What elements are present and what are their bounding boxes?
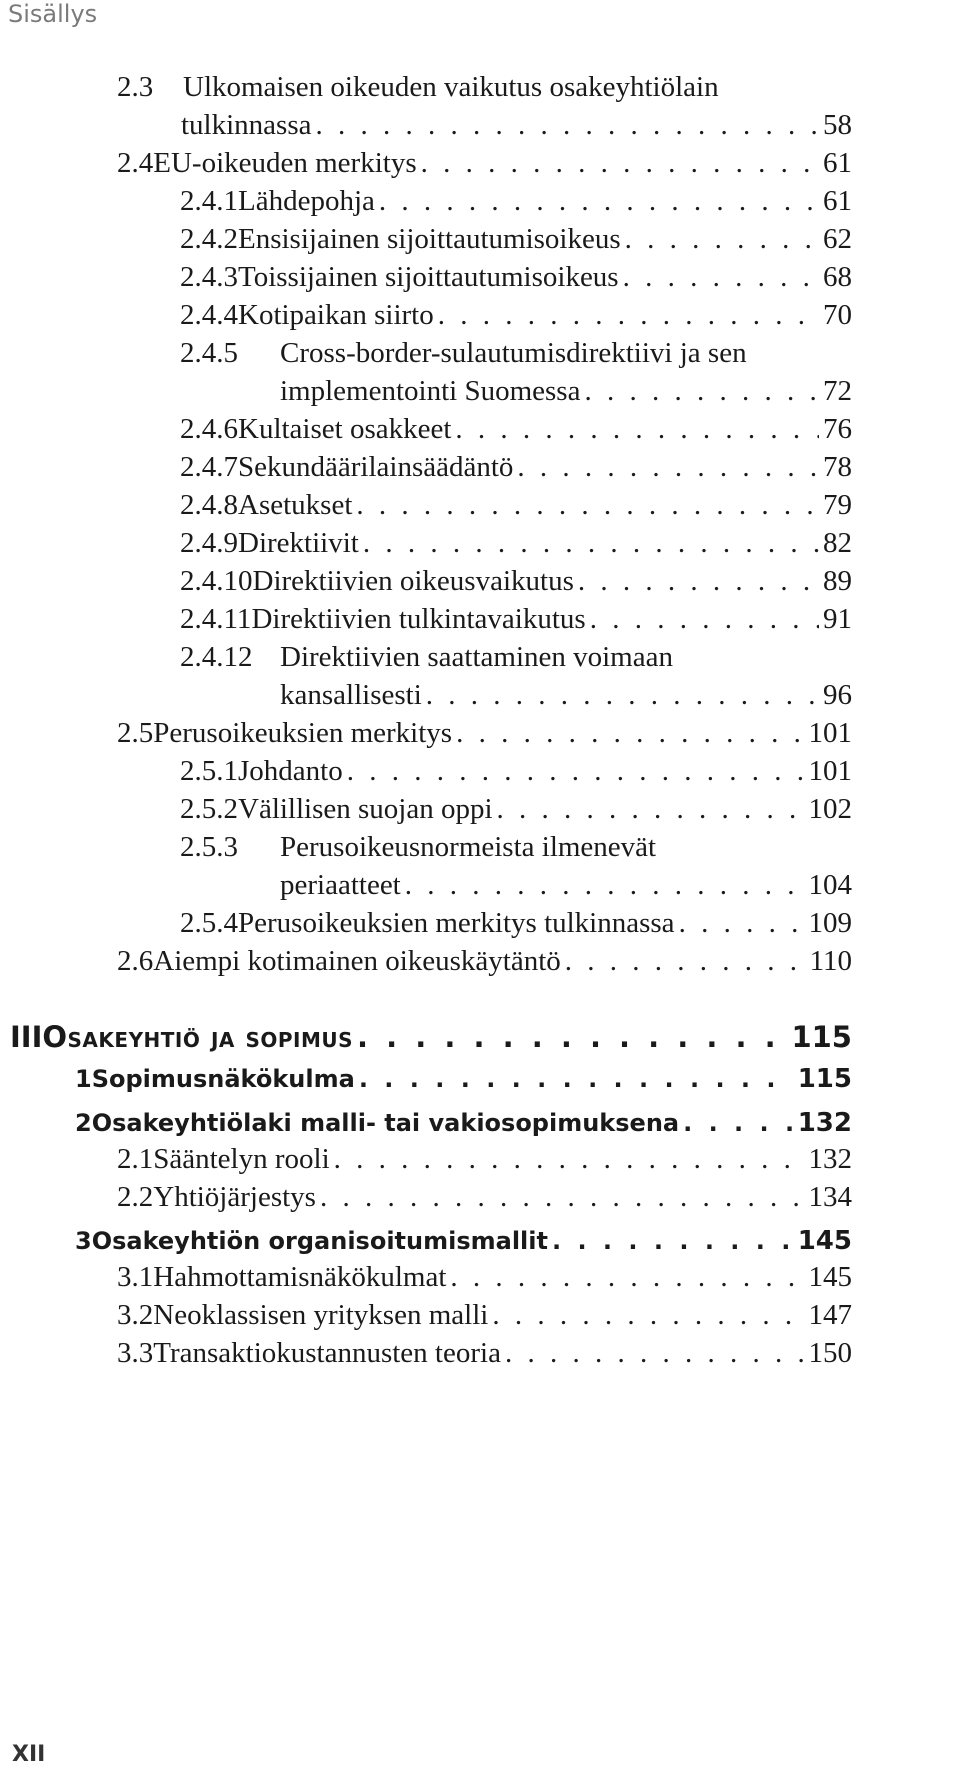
leader-dots [359,1060,794,1098]
leader-dots [623,258,819,296]
toc-entry-3-1 [117,1258,852,1296]
leader-dots [565,942,806,980]
leader-dots [316,106,820,144]
toc-title: Direktiivien tulkintavaikutus [251,603,586,635]
toc-chapter-title: Sopimusnäkökulma [91,1065,355,1093]
toc-chapter-number: 3 [75,1227,92,1255]
toc-number: 2.5.2 [180,793,238,825]
toc-chapter-number: 2 [75,1109,92,1137]
toc-entry-2-6 [117,942,852,980]
toc-title: Perusoikeuksien merkitys tulkinnassa [238,907,675,939]
toc-entry-2-5-3 [180,828,852,866]
toc-entry-2-1 [117,1140,852,1178]
toc-entry-2-4-4 [180,296,852,334]
page-number: XII [12,1742,46,1767]
toc-page: 61 [823,185,852,217]
toc-entry-3-2 [117,1296,852,1334]
toc-entry-2-5 [117,714,852,752]
toc-number: 2.4.9 [180,527,238,559]
toc-number: 2.5.1 [180,755,238,787]
leader-dots [426,676,819,714]
toc-number: 2.4.10 [180,565,253,597]
leader-dots [578,562,819,600]
toc-page: 96 [823,679,852,711]
toc-page: 68 [823,261,852,293]
toc-entry-2-5-1 [180,752,852,790]
toc-page: 109 [808,907,852,939]
toc-number: 2.4.4 [180,299,238,331]
toc-number: 2.5 [117,717,154,749]
leader-dots [438,296,819,334]
toc-number: 2.5.3 [180,831,238,863]
toc-part-iii [10,1018,852,1056]
toc-entry-2-4-10 [180,562,852,600]
toc-entry-2-4-8 [180,486,852,524]
toc-number: 3.1 [117,1261,154,1293]
toc-entry-2-5-4 [180,904,852,942]
leader-dots [492,1296,804,1334]
toc-page: 102 [808,793,852,825]
toc-title: Neoklassisen yrityksen malli [153,1299,489,1331]
leader-dots [363,524,819,562]
toc-part-number: III [10,1020,43,1054]
toc-number: 2.3 [117,71,154,103]
toc-page: 110 [809,945,852,977]
toc-title: Perusoikeusnormeista ilmenevät [280,831,657,863]
toc-page: 132 [808,1143,852,1175]
toc-page: 132 [797,1108,852,1138]
leader-dots [334,1140,805,1178]
leader-dots [455,410,819,448]
leader-dots [421,144,819,182]
toc-number: 2.4.7 [180,451,238,483]
toc-title: tulkinnassa [181,109,312,141]
toc-entry-2-4-9 [180,524,852,562]
leader-dots [450,1258,804,1296]
toc-chapter-title: Osakeyhtiön organisoitumismallit [91,1227,548,1255]
toc-page: 145 [797,1226,852,1256]
leader-dots [405,866,805,904]
toc-title: Asetukset [238,489,353,521]
toc-title: Perusoikeuksien merkitys [153,717,453,749]
toc-page: 89 [823,565,852,597]
toc-entry-continuation [280,372,852,410]
toc-chapter-number: 1 [75,1065,92,1093]
toc-entry-continuation [280,676,852,714]
toc-number: 2.4.1 [180,185,238,217]
toc-entry-2-4 [117,144,852,182]
section-header: Sisällys [8,0,98,28]
toc-title: Aiempi kotimainen oikeuskäytäntö [153,945,561,977]
toc-number: 2.6 [117,945,154,977]
toc-number: 2.4.3 [180,261,238,293]
toc-entry-2-4-3 [180,258,852,296]
toc-title: Johdanto [238,755,343,787]
toc-title: Toissijainen sijoittautumisoikeus [238,261,619,293]
leader-dots [497,790,805,828]
toc-number: 3.2 [117,1299,154,1331]
toc-entry-2-4-7 [180,448,852,486]
leader-dots [505,1334,805,1372]
toc-number: 2.4.6 [180,413,238,445]
toc-entry-2-4-6 [180,410,852,448]
toc-page: 91 [823,603,852,635]
toc-chapter-title: Osakeyhtiölaki malli- tai vakiosopimuksena [91,1109,680,1137]
leader-dots [590,600,819,638]
toc-title: Kotipaikan siirto [238,299,434,331]
toc-entry-2-2 [117,1178,852,1216]
toc-entry-continuation [181,106,852,144]
toc-entry-continuation [280,866,852,904]
toc-page: 104 [808,869,852,901]
toc-title: Välillisen suojan oppi [238,793,493,825]
toc-entry-2-5-2 [180,790,852,828]
toc-number: 2.1 [117,1143,154,1175]
toc-page: 115 [791,1020,852,1054]
toc-page: 101 [808,755,852,787]
toc-number: 2.4 [117,147,154,179]
toc-page: 145 [808,1261,852,1293]
toc-entry-2-3 [117,68,852,106]
toc-page: 115 [797,1064,852,1094]
toc-title: Sekundäärilainsäädäntö [238,451,514,483]
toc-number: 2.4.11 [180,603,252,635]
toc-page: 61 [823,147,852,179]
toc-title: Transaktiokustannusten teoria [153,1337,501,1369]
toc-number: 2.4.2 [180,223,238,255]
toc-number: 2.4.12 [180,641,253,673]
toc-title: Kultaiset osakkeet [238,413,452,445]
leader-dots [552,1222,794,1260]
toc-page: 79 [823,489,852,521]
toc-title: Ensisijainen sijoittautumisoikeus [238,223,621,255]
toc-page: 72 [823,375,852,407]
leader-dots [517,448,819,486]
toc-page: 147 [808,1299,852,1331]
leader-dots [456,714,804,752]
toc-number: 2.4.5 [180,337,238,369]
toc-chapter-1 [75,1060,852,1098]
toc-entry-2-4-1 [180,182,852,220]
toc-entry-2-4-5 [180,334,852,372]
toc-entry-2-4-12 [180,638,852,676]
toc-title: Lähdepohja [238,185,375,217]
leader-dots [357,1018,787,1056]
toc-part-title: Osakeyhtiö ja sopimus [42,1020,354,1054]
toc-page: 62 [823,223,852,255]
toc-entry-3-3 [117,1334,852,1372]
toc-title: Direktiivien saattaminen voimaan [280,641,673,673]
toc-number: 2.4.8 [180,489,238,521]
leader-dots [379,182,819,220]
toc-chapter-2 [75,1104,852,1142]
toc-entry-2-4-2 [180,220,852,258]
toc-title: Cross-border-sulautumisdirektiivi ja sen [280,337,747,369]
toc-page: 82 [823,527,852,559]
toc-page: 58 [823,109,852,141]
toc-number: 2.5.4 [180,907,238,939]
toc-title: implementointi Suomessa [280,375,581,407]
toc-number: 2.2 [117,1181,154,1213]
toc-title: Direktiivien oikeusvaikutus [252,565,574,597]
toc-title: Hahmottamisnäkökulmat [153,1261,447,1293]
leader-dots [347,752,805,790]
toc-title: periaatteet [280,869,401,901]
toc-page: 150 [808,1337,852,1369]
leader-dots [625,220,819,258]
toc-title: EU-oikeuden merkitys [153,147,417,179]
leader-dots [356,486,819,524]
toc-page: 76 [823,413,852,445]
toc-page: 70 [823,299,852,331]
toc-number: 3.3 [117,1337,154,1369]
leader-dots [683,1104,794,1142]
toc-entry-2-4-11 [180,600,852,638]
toc-title: Yhtiöjärjestys [153,1181,316,1213]
toc-page: 134 [808,1181,852,1213]
toc-chapter-3 [75,1222,852,1260]
toc-page: 101 [808,717,852,749]
leader-dots [584,372,819,410]
toc-title: Ulkomaisen oikeuden vaikutus osakeyhtiölain [183,71,719,103]
leader-dots [320,1178,805,1216]
toc-page: 78 [823,451,852,483]
toc-title: Sääntelyn rooli [153,1143,330,1175]
leader-dots [679,904,805,942]
toc-title: kansallisesti [280,679,422,711]
toc-title: Direktiivit [238,527,359,559]
